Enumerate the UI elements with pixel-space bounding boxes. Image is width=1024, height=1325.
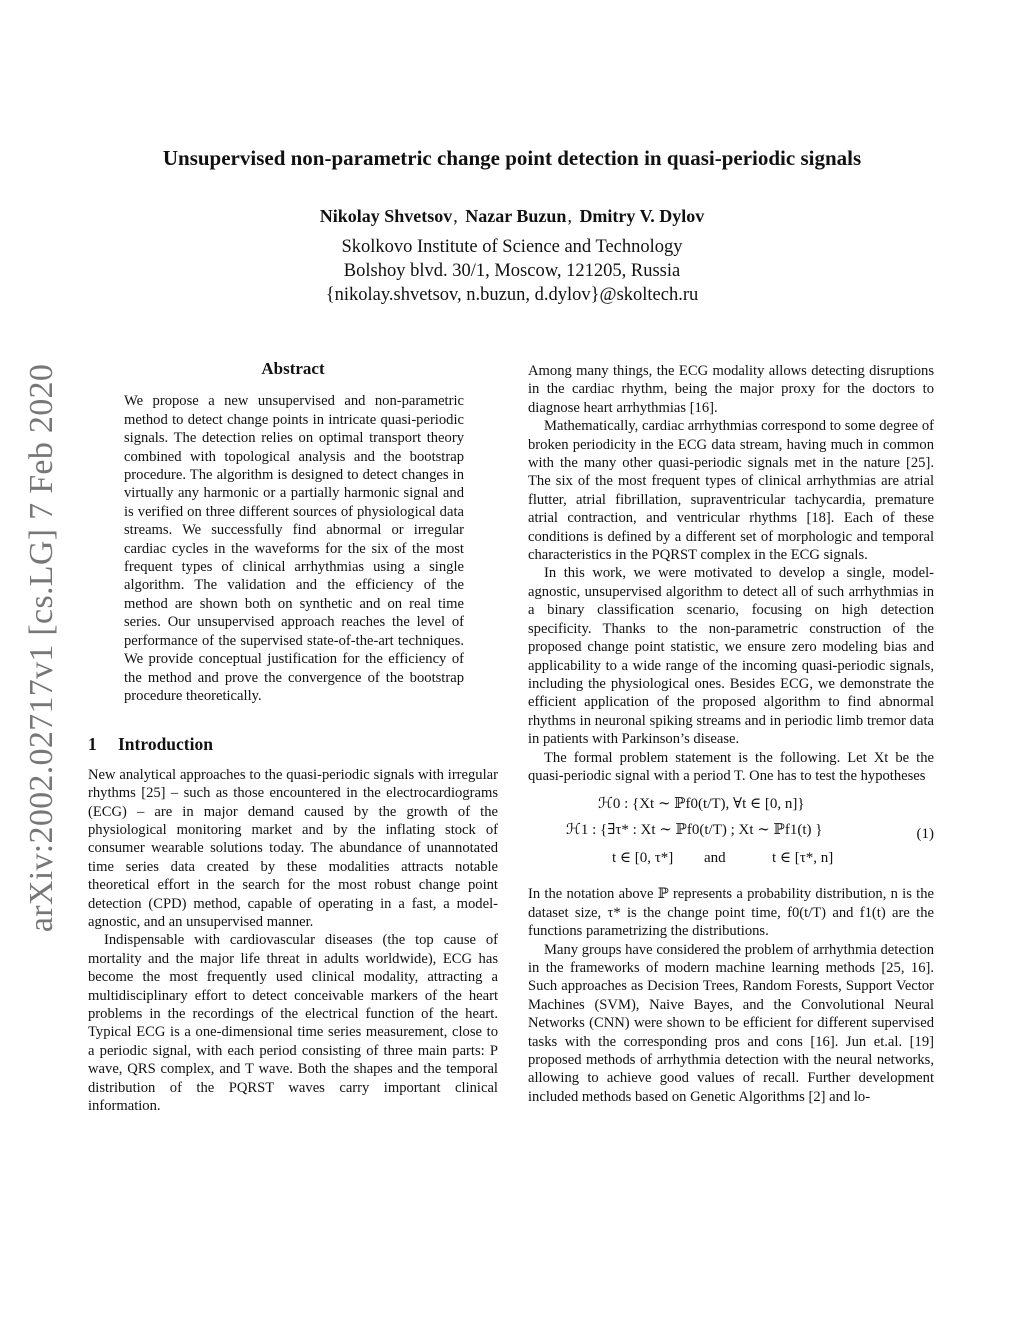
paragraph: Mathematically, cardiac arrhythmias correspond to some degree of broken periodicity in the ECG data stream, having much in common with the many other quasi-periodic signals met in the nature [25]. The six of the most frequent types of clinical arrhythmias are atrial flutter, atrial fibrillation, supraventricular tachycardia, premature atrial contraction, and ventricular rhythms [18]. Each of these conditions is defined by a different set of morphologic and temporal characteristics in the PQRST complex in the ECG signals. (528, 418, 934, 564)
author-separator: , (453, 206, 458, 226)
equation-block (528, 795, 934, 879)
equation-condition-and: and (704, 850, 726, 867)
equation-h1: ℋ1 : {∃τ* : Xt ∼ ℙf0(t/T) ; Xt ∼ ℙf1(t) } (566, 822, 823, 839)
author-name: Dmitry V. Dylov (579, 206, 705, 226)
left-column (88, 360, 498, 1115)
paper-title: Unsupervised non-parametric change point detection in quasi-periodic signals (162, 146, 862, 170)
equation-number: (1) (916, 826, 934, 843)
paragraph: In this work, we were motivated to develop a single, model-agnostic, unsupervised algorithm to detect all of such arrhythmias in a binary classification scenario, focusing on high detection specificity. Thanks to the non-parametric construction of the proposed change point statistic, we ensure zero modeling bias and applicability to a wide range of the incoming quasi-periodic signals, including the physiological ones. Besides ECG, we demonstrate the efficient application of the proposed algorithm to find abnormal rhythms in neuronal spiking streams and in periodic limb tremor data in patients with Parkinson’s disease. (528, 565, 934, 748)
paragraph: The formal problem statement is the following. Let Xt be the quasi-periodic signal with a period T. One has to test the hypotheses (528, 749, 934, 784)
paragraph: In the notation above ℙ represents a probability distribution, n is the dataset size, τ* is the change point time, f0(t/T) and f1(t) are the functions parametrizing the distributions. (528, 886, 934, 940)
right-column (528, 362, 934, 1106)
author-name: Nazar Buzun (465, 206, 567, 226)
paragraph: New analytical approaches to the quasi-periodic signals with irregular rhythms [25] – such as those encountered in the electrocardiograms (ECG) – are in major demand caused by the growth of the physiological monitoring market and by the inflating stock of consumer wearable solutions today. The abundance of unannotated time series data created by these modalities attracts notable theoretical effort in the search for the most robust change point detection (CPD) method, capable of operating in a fast, a model-agnostic, and an unsupervised manner. (88, 766, 498, 930)
affiliation-address: Bolshoy blvd. 30/1, Moscow, 121205, Russia (343, 261, 681, 281)
paragraph: Among many things, the ECG modality allows detecting disruptions in the cardiac rhythm, being the major proxy for the doctors to diagnose heart arrhythmias [16]. (528, 363, 934, 416)
section-heading (88, 735, 498, 753)
paragraph: Many groups have considered the problem of arrhythmia detection in the frameworks of modern machine learning methods [25, 16]. Such approaches as Decision Trees, Random Forests, Support Vector Machines (SVM), Naive Bayes, and the Convolutional Neural Networks (CNN) were shown to be efficient for different supervised tasks with the corresponding pros and cons [16]. Jun et.al. [19] proposed methods of arrhythmia detection with the neural networks, allowing to achieve good values of recall. Further development included methods based on Genetic Algorithms [2] and lo- (528, 941, 934, 1105)
equation-condition-right: t ∈ [τ*, n] (772, 850, 834, 867)
affiliation-institution: Skolkovo Institute of Science and Technology (341, 237, 683, 257)
section-title: Introduction (118, 734, 213, 755)
paragraph: Indispensable with cardiovascular diseases (the top cause of mortality and the major life threat in adults worldwide), ECG has become the most frequently used clinical modality, attracting a multidisciplinary effort to detect conceivable markers of the heart problems in the recordings of the electrical function of the heart. Typical ECG is a one-dimensional time series measurement, close to a periodic signal, with each period consisting of three main parts: P wave, QRS complex, and T wave. Both the shapes and the temporal distribution of the PQRST waves carry important clinical information. (88, 932, 498, 1115)
affiliation-emails: {nikolay.shvetsov, n.buzun, d.dylov}@skoltech.ru (325, 285, 699, 305)
arxiv-stamp: arXiv:2002.02717v1 [cs.LG] 7 Feb 2020 (23, 363, 60, 933)
abstract-text: We propose a new unsupervised and non-parametric method to detect change points in intricate quasi-periodic signals. The detection relies on optimal transport theory combined with topological analysis and the bootstrap procedure. The algorithm is designed to detect changes in virtually any harmonic or a partially harmonic signal and is verified on three different sources of physiological data streams. We successfully find abnormal or irregular cardiac cycles in the waveforms for the six of the most frequent types of clinical arrhythmias using a single algorithm. The validation and the efficiency of the method are shown both on synthetic and on real time series. Our unsupervised approach reaches the level of performance of the supervised state-of-the-art techniques. We provide conceptual justification for the efficiency of the method and prove the convergence of the bootstrap procedure theoretically. (124, 393, 464, 704)
equation-condition-left: t ∈ [0, τ*] (612, 850, 674, 867)
abstract-heading: Abstract (261, 359, 325, 378)
section-number: 1 (88, 734, 97, 755)
author-list (0, 206, 1024, 227)
equation-h0: ℋ0 : {Xt ∼ ℙf0(t/T), ∀t ∈ [0, n]} (598, 796, 805, 813)
author-name: Nikolay Shvetsov (319, 206, 453, 226)
author-separator: , (567, 206, 572, 226)
